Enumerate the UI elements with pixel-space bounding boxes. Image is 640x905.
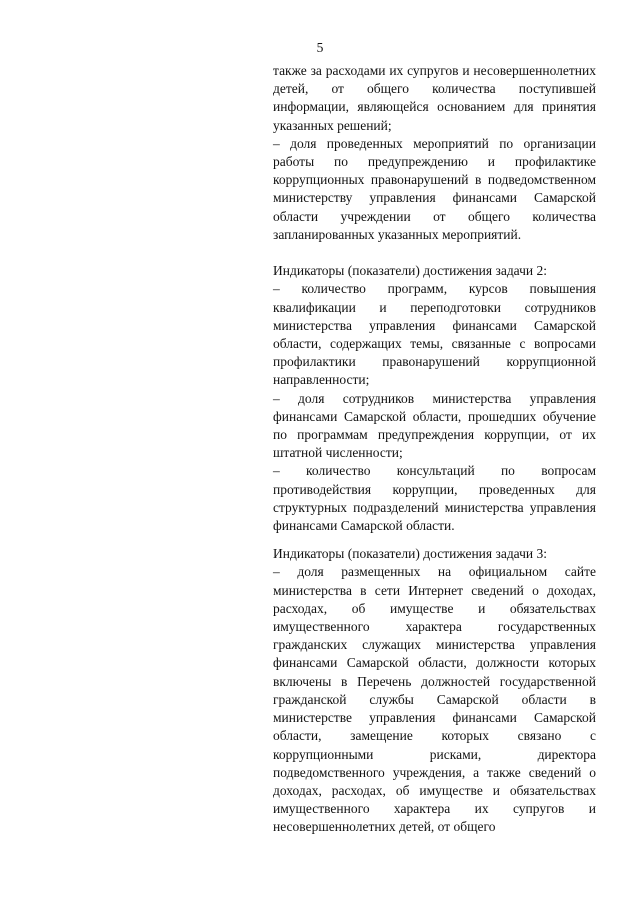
list-item-events-share: – доля проведенных мероприятий по организации работы по предупреждению и профилактике коррупционных правонарушений в подведомственном министерству управления финансами Самарской области учреждении от общего количества запланированных указанных мероприятий. xyxy=(273,135,596,242)
paragraph-gap xyxy=(273,535,596,545)
list-item-published-declarations: – доля размещенных на официальном сайте министерства в сети Интернет сведений о доходах, расходах, об имуществе и обязательствах имущественного характера государственных гражданских служащих министерства управления финансами Самарской области, должности которых включены в Перечень должностей государственной гражданской службы Самарской области в министерстве управления финансами Самарской области, замещение которых связано с коррупционными рисками, директора подведомственного учреждения, а также сведений о доходах, расходах, об имуществе и обязательствах имущественного характера их супругов и несовершеннолетних детей, от общего xyxy=(273,564,596,835)
list-item-training-programs: – количество программ, курсов повышения квалификации и переподготовки сотрудников министерства управления финансами Самарской области, содержащих темы, связанные с вопросами профилактики правонарушений коррупционной направленности; xyxy=(273,281,596,388)
task3-heading: Индикаторы (показатели) достижения задачи 3: xyxy=(273,546,548,562)
list-item-trained-staff-share: – доля сотрудников министерства управления финансами Самарской области, прошедших обучение по программам предупреждения коррупции, от их штатной численности; xyxy=(273,390,596,461)
paragraph-gap xyxy=(273,244,596,262)
list-item-consultations: – количество консультаций по вопросам противодействия коррупции, проведенных для структурных подразделений министерства управления финансами Самарской области. xyxy=(273,463,596,534)
page-number: 5 xyxy=(316,40,324,55)
task2-heading: Индикаторы (показатели) достижения задачи 2: xyxy=(273,263,548,279)
paragraph-intro-tail: также за расходами их супругов и несовершеннолетних детей, от общего количества поступившей информации, являющейся основанием для принятия указанных решений; xyxy=(273,63,596,133)
body-text xyxy=(273,62,596,837)
